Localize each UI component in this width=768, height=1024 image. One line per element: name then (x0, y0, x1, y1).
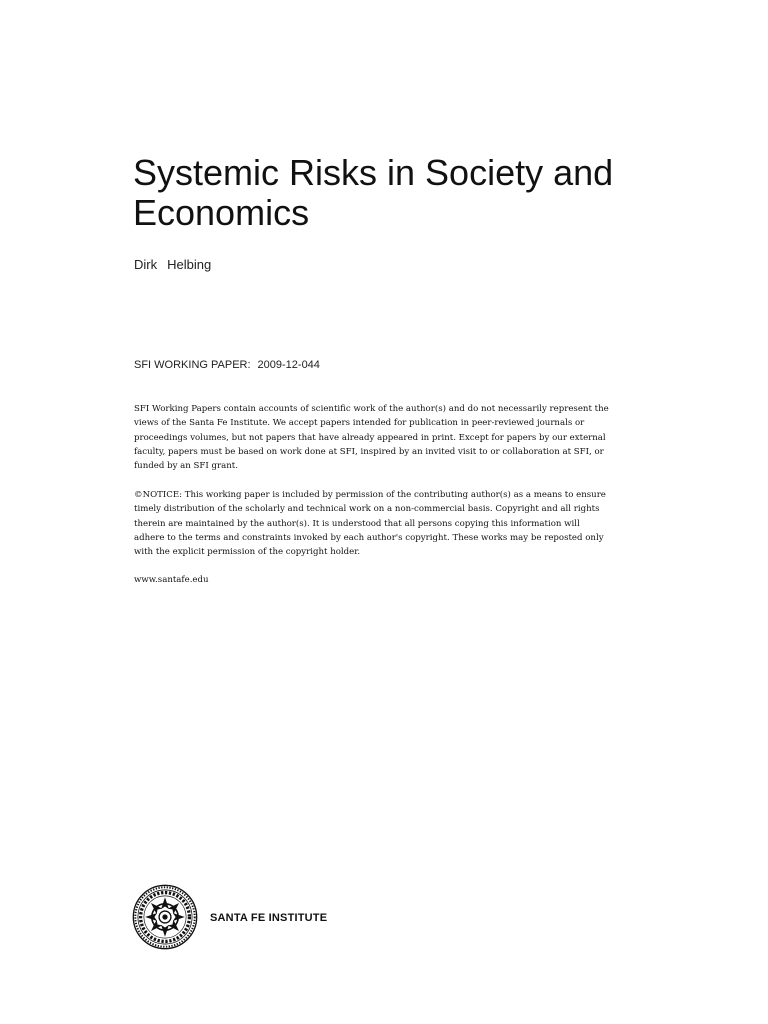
notice-line: timely distribution of the scholarly and technical work on a non-commercial basis. Copyright and all rights (134, 504, 600, 515)
working-paper-label: SFI WORKING PAPER: (134, 359, 251, 371)
website-link[interactable]: www.santafe.edu (134, 575, 209, 585)
notice-line: with the explicit permission of the copyright holder. (134, 547, 361, 558)
author-line (134, 257, 211, 273)
copyright-notice-paragraph (134, 488, 664, 559)
paper-title-line-1: Systemic Risks in Society and (133, 152, 614, 193)
disclaimer-line: SFI Working Papers contain accounts of scientific work of the author(s) and do not necessarily represent the (134, 404, 609, 414)
paper-title-line-2: Economics (133, 192, 310, 233)
institute-name: SANTA FE INSTITUTE (210, 912, 328, 924)
notice-line: therein are maintained by the author(s). It is understood that all persons copying this information will (134, 518, 580, 529)
disclaimer-line: views of the Santa Fe Institute. We accept papers intended for publication in peer-reviewed journals or (134, 418, 585, 429)
working-paper-number: 2009-12-044 (257, 359, 320, 371)
disclaimer-paragraph (134, 402, 664, 473)
working-paper-number-line (134, 358, 320, 372)
disclaimer-line: faculty, papers must be based on work done at SFI, inspired by an invited visit to or collaboration at SFI, or (134, 446, 604, 457)
notice-line: ©NOTICE: This working paper is included by permission of the contributing author(s) as a means to ensure (134, 490, 606, 500)
disclaimer-line: funded by an SFI grant. (134, 461, 238, 472)
paper-title (133, 153, 693, 233)
disclaimer-line: proceedings volumes, but not papers that have already appeared in print. Except for papers by our external (134, 432, 606, 443)
santa-fe-institute-seal-icon (132, 884, 198, 950)
author-first-name: Dirk (134, 257, 158, 272)
author-last-name: Helbing (167, 257, 212, 272)
notice-line: adhere to the terms and constraints invoked by each author's copyright. These works may be reposted only (134, 532, 604, 543)
